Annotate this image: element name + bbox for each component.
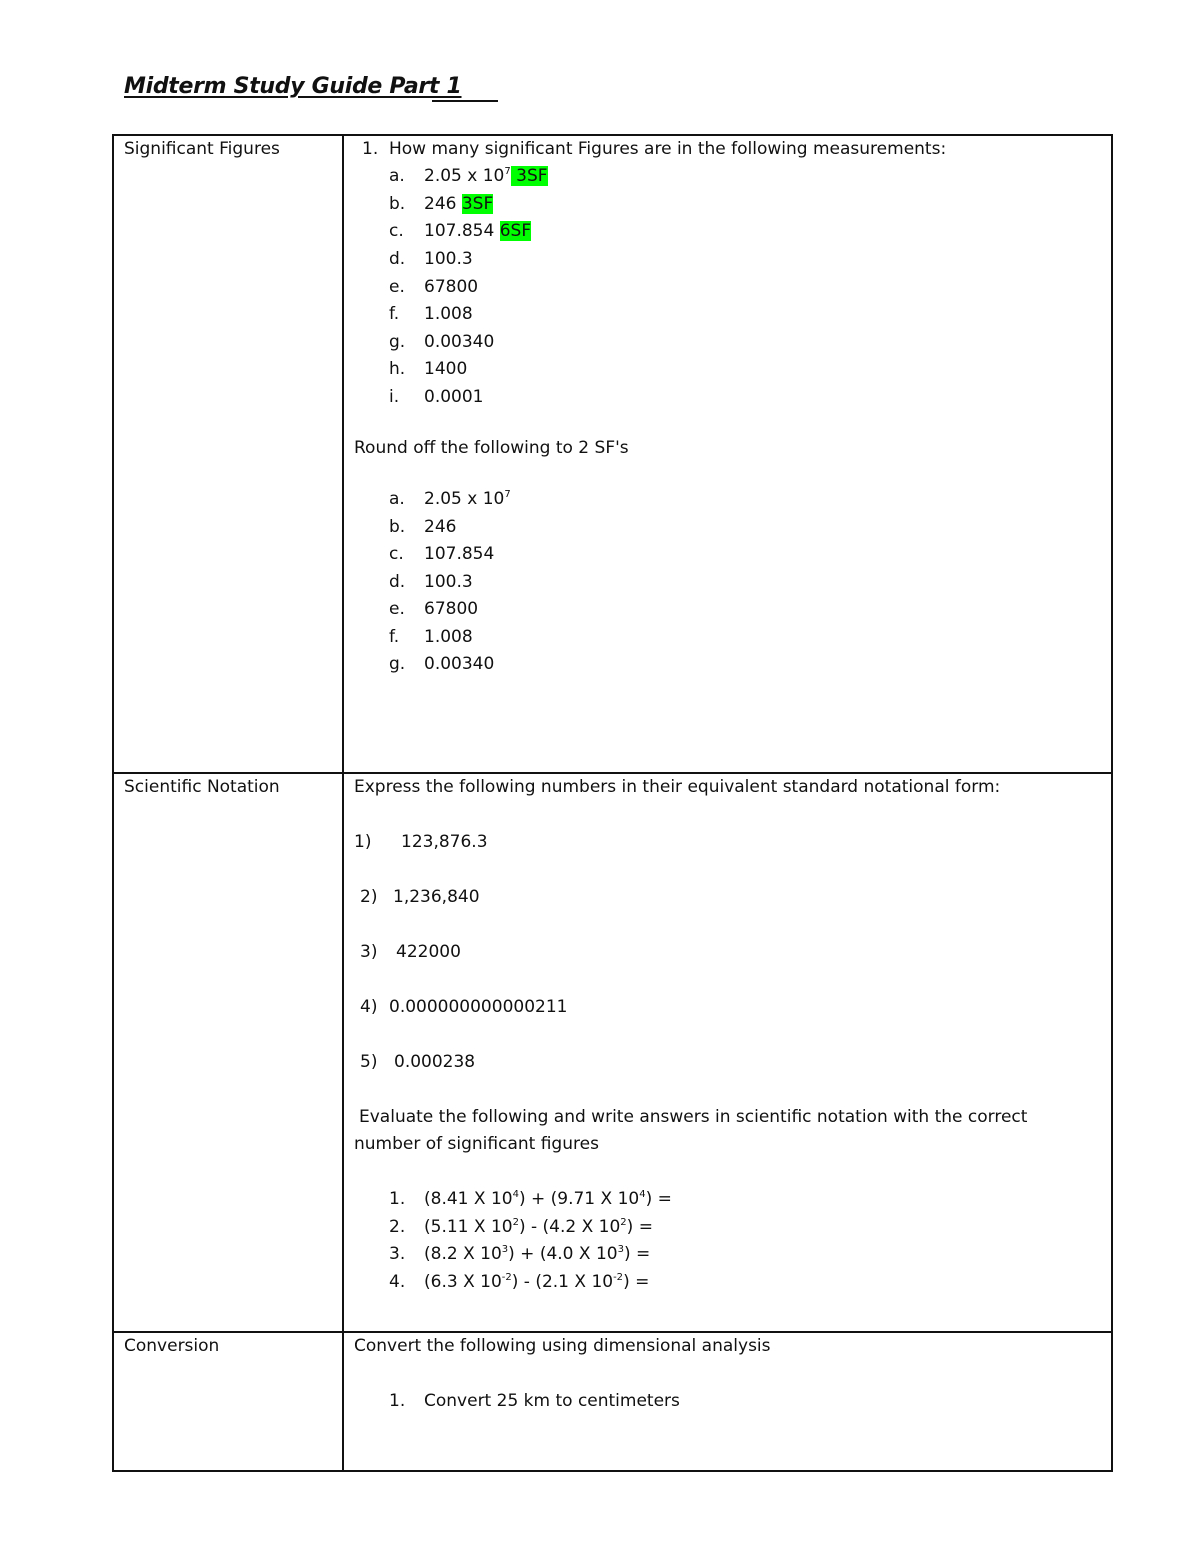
- value-text: 246: [424, 194, 457, 214]
- expr-part: ) =: [623, 1272, 650, 1292]
- item-number: 4.: [389, 1272, 406, 1292]
- expression: [424, 1244, 650, 1264]
- item-letter: d.: [389, 249, 406, 269]
- exponent: 7: [504, 489, 511, 500]
- expr-part: ) + (4.0 X 10: [508, 1244, 618, 1264]
- item-value: 1.008: [424, 627, 473, 647]
- item-value: 0.000000000000211: [389, 997, 568, 1017]
- value-base: 2.05 x 10: [424, 166, 505, 186]
- row-divider-2: [112, 1331, 1113, 1333]
- item-letter: g.: [389, 654, 406, 674]
- page-title: Midterm Study Guide Part 1: [124, 74, 462, 99]
- expr-part: (6.3 X 10: [424, 1272, 502, 1292]
- item-letter: i.: [389, 387, 400, 407]
- expr-part: (8.2 X 10: [424, 1244, 502, 1264]
- item-value: 1,236,840: [393, 887, 480, 907]
- value-base: 2.05 x 10: [424, 489, 505, 509]
- item-letter: d.: [389, 572, 406, 592]
- exponent: 3: [501, 1244, 509, 1255]
- row-divider-1: [112, 772, 1113, 774]
- item-number: 2): [360, 887, 378, 907]
- exponent: -2: [613, 1272, 624, 1283]
- item-value: 67800: [424, 277, 479, 297]
- item-value: [424, 221, 531, 241]
- row-label-significant-figures: Significant Figures: [124, 139, 280, 159]
- item-letter: a.: [389, 489, 405, 509]
- item-text: Convert 25 km to centimeters: [424, 1391, 680, 1411]
- item-letter: g.: [389, 332, 406, 352]
- exponent: -2: [501, 1272, 512, 1283]
- item-letter: c.: [389, 544, 404, 564]
- question-number: 1.: [362, 139, 379, 159]
- item-number: 1.: [389, 1189, 406, 1209]
- item-value: 100.3: [424, 572, 473, 592]
- item-number: 1.: [389, 1391, 406, 1411]
- row-label-scientific-notation: Scientific Notation: [124, 777, 280, 797]
- expression: [424, 1189, 672, 1209]
- expr-part: ) - (4.2 X 10: [518, 1217, 621, 1237]
- item-number: 2.: [389, 1217, 406, 1237]
- highlighted-answer: 3SF: [510, 166, 548, 186]
- expr-part: ) - (2.1 X 10: [511, 1272, 614, 1292]
- expr-part: ) =: [645, 1189, 672, 1209]
- item-letter: c.: [389, 221, 404, 241]
- evaluate-heading-line2: number of significant figures: [354, 1134, 599, 1154]
- express-heading: Express the following numbers in their equivalent standard notational form:: [354, 777, 1001, 797]
- title-underline: [432, 100, 498, 102]
- item-letter: f.: [389, 627, 400, 647]
- evaluate-heading-line1: Evaluate the following and write answers in scientific notation with the correct: [359, 1107, 1028, 1127]
- exponent: 2: [620, 1217, 627, 1228]
- expression: [424, 1217, 653, 1237]
- exponent: 7: [504, 166, 511, 177]
- item-number: 3.: [389, 1244, 406, 1264]
- item-number: 1): [354, 832, 372, 852]
- exponent: 2: [512, 1217, 519, 1228]
- item-value: [424, 194, 493, 214]
- expr-part: ) =: [623, 1244, 651, 1264]
- item-value: [424, 489, 511, 509]
- item-value: 67800: [424, 599, 479, 619]
- item-letter: a.: [389, 166, 405, 186]
- item-value: 0.00340: [424, 332, 495, 352]
- exponent: 4: [639, 1189, 646, 1200]
- item-value: 0.0001: [424, 387, 484, 407]
- column-divider: [342, 134, 344, 1472]
- item-letter: h.: [389, 359, 406, 379]
- item-letter: e.: [389, 277, 405, 297]
- round-heading: Round off the following to 2 SF's: [354, 438, 629, 458]
- expr-part: ) + (9.71 X 10: [518, 1189, 640, 1209]
- item-value: [424, 166, 548, 186]
- expr-part: ) =: [626, 1217, 653, 1237]
- highlighted-answer: 6SF: [499, 221, 532, 241]
- conversion-heading: Convert the following using dimensional analysis: [354, 1336, 771, 1356]
- value-text: 107.854: [424, 221, 495, 241]
- item-value: 107.854: [424, 544, 495, 564]
- expr-part: (5.11 X 10: [424, 1217, 513, 1237]
- highlighted-answer: 3SF: [461, 194, 494, 214]
- item-number: 5): [360, 1052, 378, 1072]
- item-letter: f.: [389, 304, 400, 324]
- item-value: 1400: [424, 359, 468, 379]
- exponent: 4: [512, 1189, 519, 1200]
- item-value: 100.3: [424, 249, 473, 269]
- item-value: 422000: [396, 942, 461, 962]
- item-number: 3): [360, 942, 378, 962]
- exponent: 3: [617, 1244, 624, 1255]
- item-letter: b.: [389, 517, 406, 537]
- item-letter: b.: [389, 194, 406, 214]
- item-number: 4): [360, 997, 378, 1017]
- item-letter: e.: [389, 599, 405, 619]
- item-value: 0.000238: [394, 1052, 476, 1072]
- item-value: 0.00340: [424, 654, 495, 674]
- item-value: 246: [424, 517, 457, 537]
- row-label-conversion: Conversion: [124, 1336, 220, 1356]
- item-value: 123,876.3: [401, 832, 488, 852]
- question-text: How many significant Figures are in the following measurements:: [389, 139, 947, 159]
- expression: [424, 1272, 649, 1292]
- item-value: 1.008: [424, 304, 473, 324]
- expr-part: (8.41 X 10: [424, 1189, 513, 1209]
